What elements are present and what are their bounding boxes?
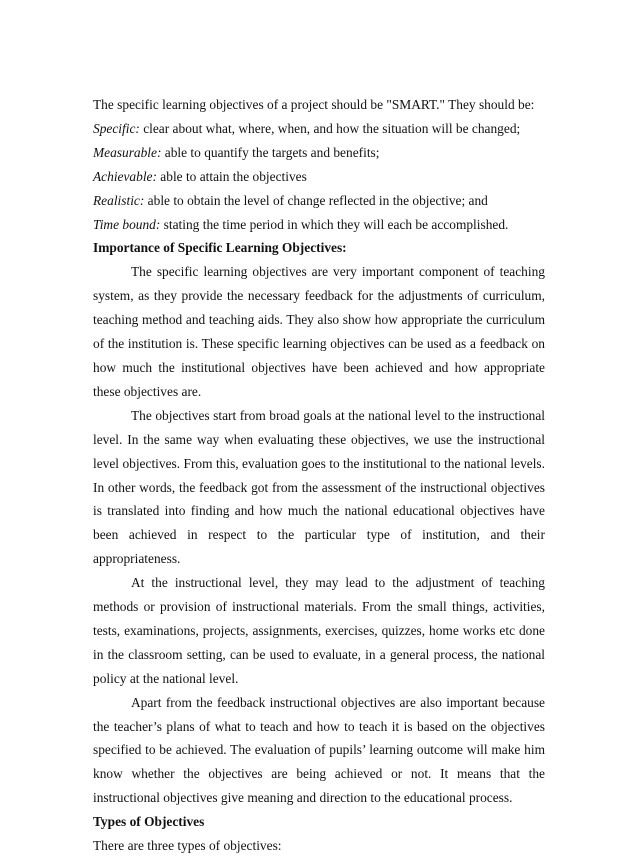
importance-paragraph-2: The objectives start from broad goals at the national level to the instructional level. In the same way when evaluating these objectives, we use the instructional level objectives. From this, evaluation goes to the institutional to the national levels. In other words, the feedback got from the assessment of the instructional objectives is translated into finding and how much the national educational objectives have been achieved in respect to the particular type of institution, and their appropriateness.	[93, 407, 545, 567]
smart-item-achievable	[93, 165, 545, 189]
types-heading: Types of Objectives	[93, 814, 205, 830]
smart-item-measurable	[93, 141, 545, 165]
smart-desc: clear about what, where, when, and how the situation will be changed;	[139, 120, 521, 136]
smart-term: Specific:	[93, 120, 140, 136]
smart-item-specific	[93, 117, 545, 141]
smart-item-time-bound	[93, 213, 545, 237]
smart-term: Time bound:	[93, 216, 161, 232]
page-content	[93, 93, 545, 858]
smart-desc: stating the time period in which they will each be accomplished.	[160, 216, 509, 232]
importance-paragraph-3: At the instructional level, they may lead to the adjustment of teaching methods or provision of instructional materials. From the small things, activities, tests, examinations, projects, assignments, exercises, quizzes, home works etc done in the classroom setting, can be used to evaluate, in a general process, the national policy at the national level.	[93, 575, 545, 686]
smart-term: Achievable:	[93, 168, 157, 184]
smart-desc: able to attain the objectives	[156, 168, 307, 184]
smart-desc: able to obtain the level of change reflected in the objective; and	[144, 192, 488, 208]
types-intro: There are three types of objectives:	[93, 838, 282, 854]
smart-term: Realistic:	[93, 192, 145, 208]
importance-paragraph-4: Apart from the feedback instructional objectives are also important because the teacher’s plans of what to teach and how to teach it is based on the objectives specified to be achieved. The evaluation of pupils’ learning outcome will make him know whether the objectives are being achieved or not. It means that the instructional objectives give meaning and direction to the educational process.	[93, 694, 545, 806]
smart-term: Measurable:	[93, 144, 162, 160]
importance-paragraph-1: The specific learning objectives are very important component of teaching system, as they provide the necessary feedback for the adjustments of curriculum, teaching method and teaching aids. They also show how appropriate the curriculum of the institution is. These specific learning objectives can be used as a feedback on how much the institutional objectives have been achieved and how appropriate these objectives are.	[93, 264, 545, 399]
smart-item-realistic	[93, 189, 545, 213]
smart-desc: able to quantify the targets and benefits;	[161, 144, 380, 160]
importance-heading: Importance of Specific Learning Objectives:	[93, 240, 347, 256]
smart-intro: The specific learning objectives of a project should be "SMART." They should be:	[93, 97, 535, 112]
